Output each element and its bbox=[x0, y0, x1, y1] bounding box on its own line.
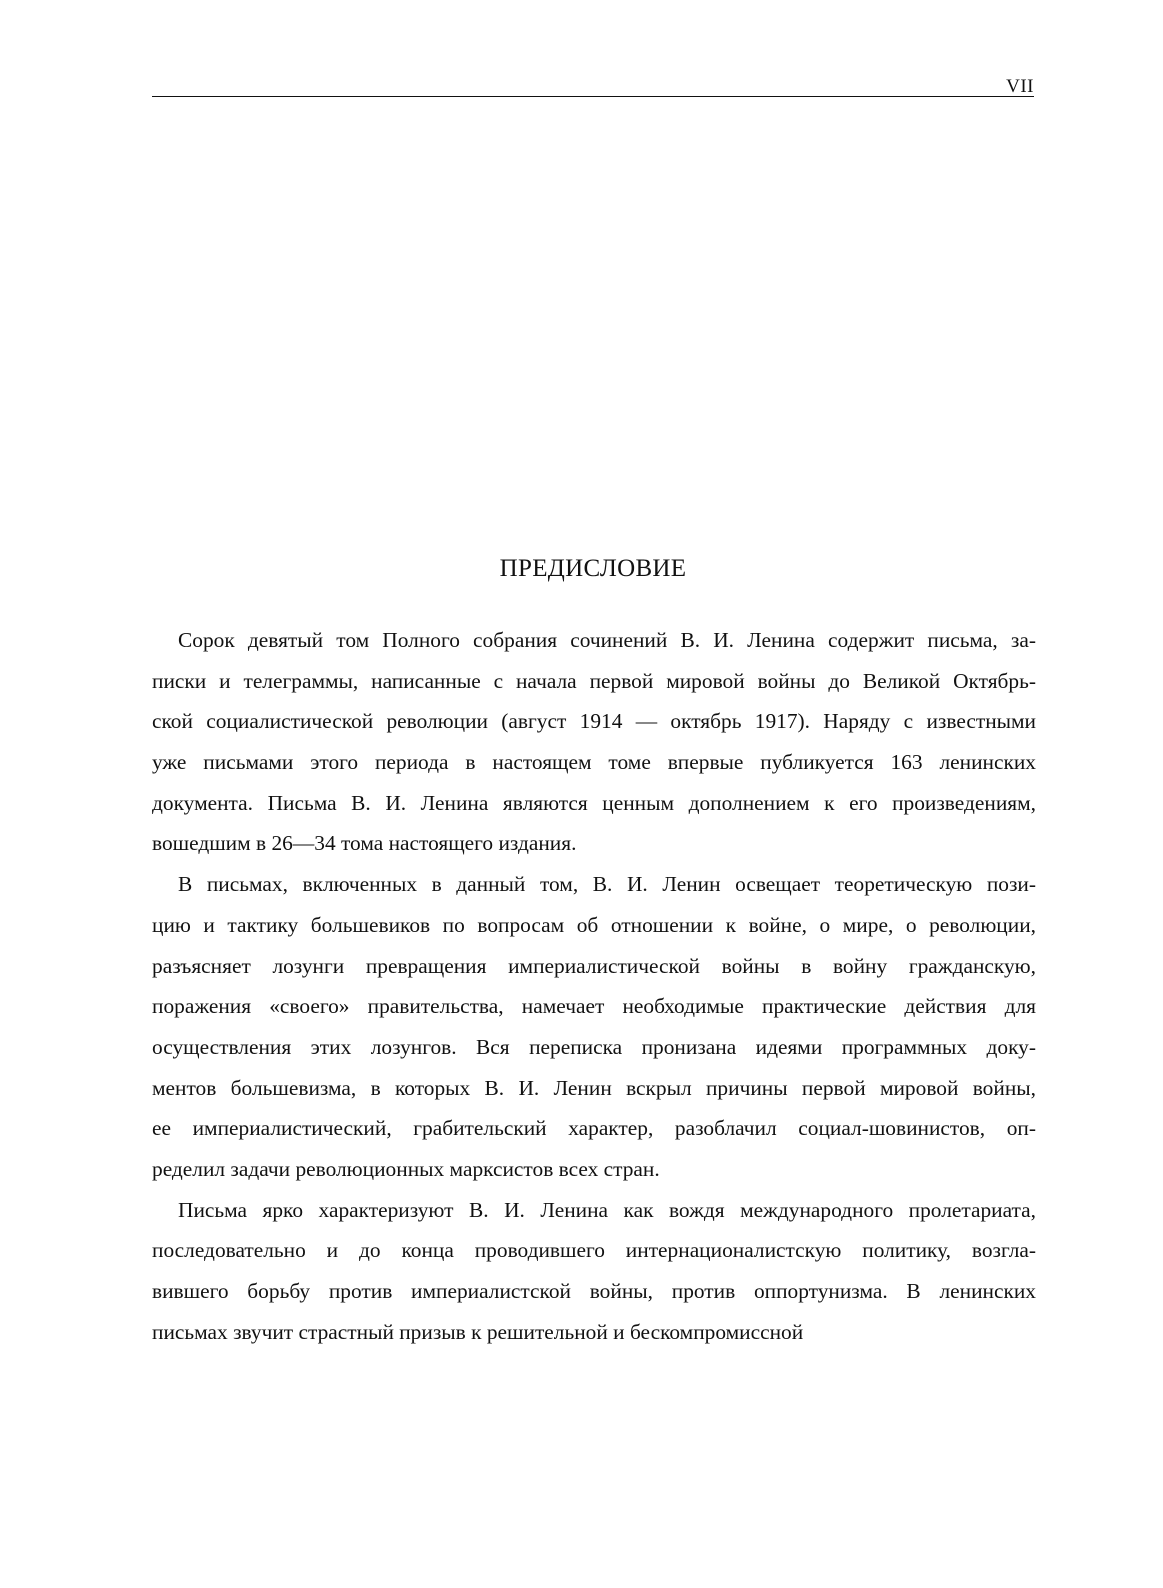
text-line: вившего борьбу против империалистской войны, против оппортунизма. В ленинских bbox=[152, 1279, 1036, 1303]
body-text bbox=[152, 620, 1036, 1352]
text-line: поражения «своего» правительства, намечает необходимые практические действия для bbox=[152, 994, 1036, 1019]
page-number: VII bbox=[1006, 76, 1034, 97]
header-rule bbox=[152, 96, 1034, 97]
text-line: ределил задачи революционных марксистов всех стран. bbox=[152, 1156, 660, 1181]
paragraph bbox=[152, 620, 1036, 864]
text-line: цию и тактику большевиков по вопросам об отношении к войне, о мире, о революции, bbox=[152, 912, 1036, 937]
text-line: уже письмами этого периода в настоящем томе впервые публикуется 163 ленинских bbox=[152, 750, 1036, 775]
text-line: письмах звучит страстный призыв к решительной и бескомпромиссной bbox=[152, 1319, 804, 1344]
text-line: писки и телеграммы, написанные с начала первой мировой войны до Великой Октябрь- bbox=[152, 668, 1036, 693]
text-line: вошедшим в 26—34 тома настоящего издания. bbox=[152, 831, 577, 856]
text-line: осуществления этих лозунгов. Вся переписка пронизана идеями программных доку- bbox=[152, 1034, 1036, 1059]
text-line: ментов большевизма, в которых В. И. Ленин вскрыл причины первой мировой войны, bbox=[152, 1075, 1036, 1100]
text-line: последовательно и до конца проводившего интернационалистскую политику, возгла- bbox=[152, 1238, 1036, 1263]
text-line: ее империалистический, грабительский характер, разоблачил социал-шовинистов, оп- bbox=[152, 1116, 1036, 1141]
page-title: ПРЕДИСЛОВИЕ bbox=[499, 555, 687, 582]
text-line: В письмах, включенных в данный том, В. И. Ленин освещает теоретическую пози- bbox=[178, 872, 1036, 897]
text-line: разъясняет лозунги превращения империалистической войны в войну гражданскую, bbox=[152, 953, 1036, 978]
text-line: ской социалистической революции (август 1914 — октябрь 1917). Наряду с известными bbox=[152, 709, 1036, 734]
text-line: Письма ярко характеризуют В. И. Ленина как вождя международного пролетариата, bbox=[178, 1197, 1036, 1222]
text-line: Сорок девятый том Полного собрания сочинений В. И. Ленина содержит письма, за- bbox=[178, 628, 1036, 652]
paragraph bbox=[152, 1190, 1036, 1353]
paragraph bbox=[152, 864, 1036, 1190]
text-line: документа. Письма В. И. Ленина являются ценным дополнением к его произведениям, bbox=[152, 790, 1036, 815]
